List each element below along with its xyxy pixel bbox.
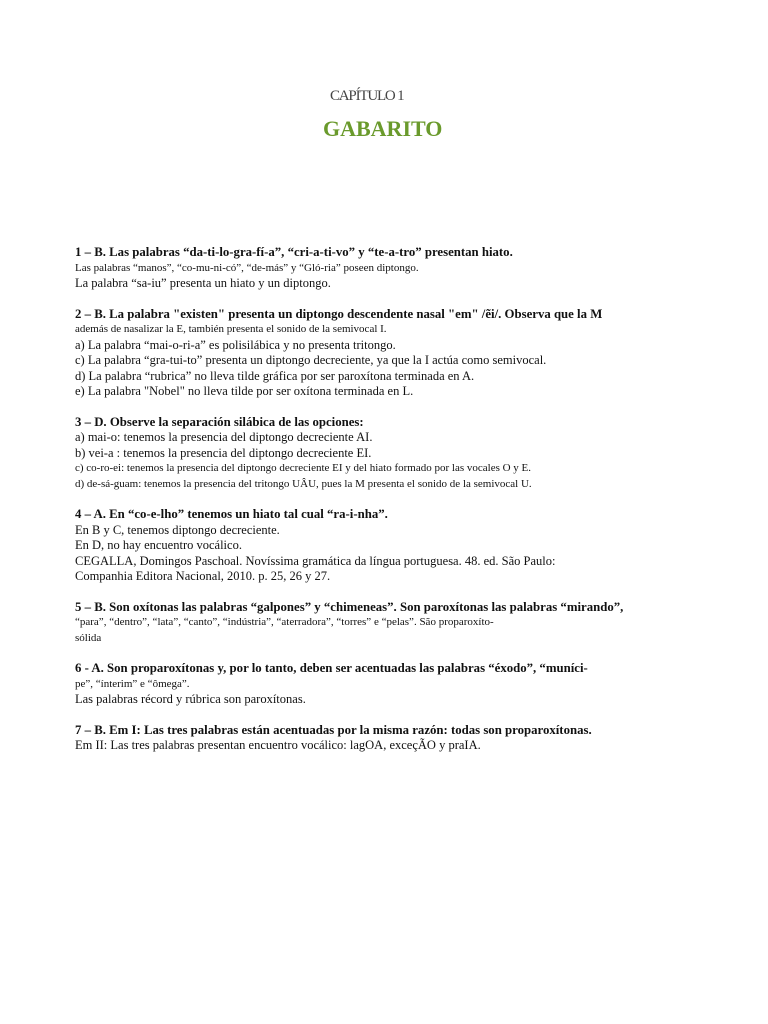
answer-line: c) La palabra “gra-tui-to” presenta un diptongo decreciente, ya que la I actúa como semivocal.	[75, 353, 547, 367]
answer-line: d) La palabra “rubrica” no lleva tilde gráfica por ser paroxítona terminada en A.	[75, 368, 475, 383]
answer-line: CEGALLA, Domingos Paschoal. Novíssima gramática da língua portuguesa. 48. ed. São Paulo:	[75, 553, 556, 568]
answer-item	[75, 600, 715, 647]
answer-line: “para”, “dentro”, “lata”, “canto”, “indústria”, “aterradora”, “torres” e “pelas”. São proparoxíto-	[75, 616, 494, 628]
answer-line: además de nasalizar la E, también presenta el sonido de la semivocal I.	[75, 323, 387, 335]
answer-line: pe”, “ínterim” e “ômega”.	[75, 677, 190, 690]
answer-heading: 1 – B. Las palabras “da-ti-lo-gra-fí-a”, “cri-a-ti-vo” y “te-a-tro” presentan hiato.	[75, 245, 513, 259]
answer-line: b) vei-a : tenemos la presencia del diptongo decreciente EI.	[75, 445, 372, 460]
answer-item	[75, 245, 715, 292]
answer-key	[75, 245, 715, 769]
answer-line: c) co-ro-ei: tenemos la presencia del diptongo decreciente EI y del hiato formado por las vocales O y E.	[75, 462, 532, 474]
answer-line: Las palabras “manos”, “co-mu-ni-có”, “de-más” y “Gló-ria” poseen diptongo.	[75, 261, 419, 274]
answer-heading: 7 – B. Em I: Las tres palabras están acentuadas por la misma razón: todas son proparoxítonas.	[75, 722, 592, 737]
answer-item	[75, 507, 715, 585]
answer-heading: 5 – B. Son oxítonas las palabras “galpones” y “chimeneas”. Son paroxítonas las palabras “mirando”,	[75, 599, 624, 614]
answer-heading: 3 – D. Observe la separación silábica de las opciones:	[75, 414, 364, 429]
answer-line: a) La palabra “mai-o-ri-a” es polisilábica y no presenta tritongo.	[75, 337, 396, 352]
answer-line: a) mai-o: tenemos la presencia del diptongo decreciente AI.	[75, 430, 373, 444]
answer-line: e) La palabra "Nobel" no lleva tilde por ser oxítona terminada en L.	[75, 384, 414, 398]
page-title: GABARITO	[323, 116, 443, 141]
answer-heading: 6 - A. Son proparoxítonas y, por lo tanto, deben ser acentuadas las palabras “éxodo”, “muníci-	[75, 661, 588, 675]
answer-line: En B y C, tenemos diptongo decreciente.	[75, 522, 280, 537]
answer-line: En D, no hay encuentro vocálico.	[75, 538, 242, 552]
answer-item	[75, 723, 715, 754]
answer-line: d) de-sá-guam: tenemos la presencia del tritongo UÂU, pues la M presenta el sonido de la semivocal U.	[75, 477, 532, 490]
answer-item	[75, 661, 715, 708]
answer-line: Companhia Editora Nacional, 2010. p. 25, 26 y 27.	[75, 569, 331, 583]
chapter-label: CAPÍTULO 1	[330, 88, 404, 104]
answer-line: sólida	[75, 631, 102, 644]
answer-heading: 4 – A. En “co-e-lho” tenemos un hiato tal cual “ra-i-nha”.	[75, 507, 388, 521]
answer-item	[75, 307, 715, 400]
answer-line: La palabra “sa-iu” presenta un hiato y un diptongo.	[75, 276, 331, 290]
answer-item	[75, 415, 715, 493]
answer-line: Em II: Las tres palabras presentan encuentro vocálico: lagOA, exceçÃO y praIA.	[75, 738, 481, 752]
answer-line: Las palabras récord y rúbrica son paroxítonas.	[75, 692, 306, 706]
answer-heading: 2 – B. La palabra "existen" presenta un diptongo descendente nasal "em" /ẽi/. Observa que la M	[75, 306, 603, 321]
